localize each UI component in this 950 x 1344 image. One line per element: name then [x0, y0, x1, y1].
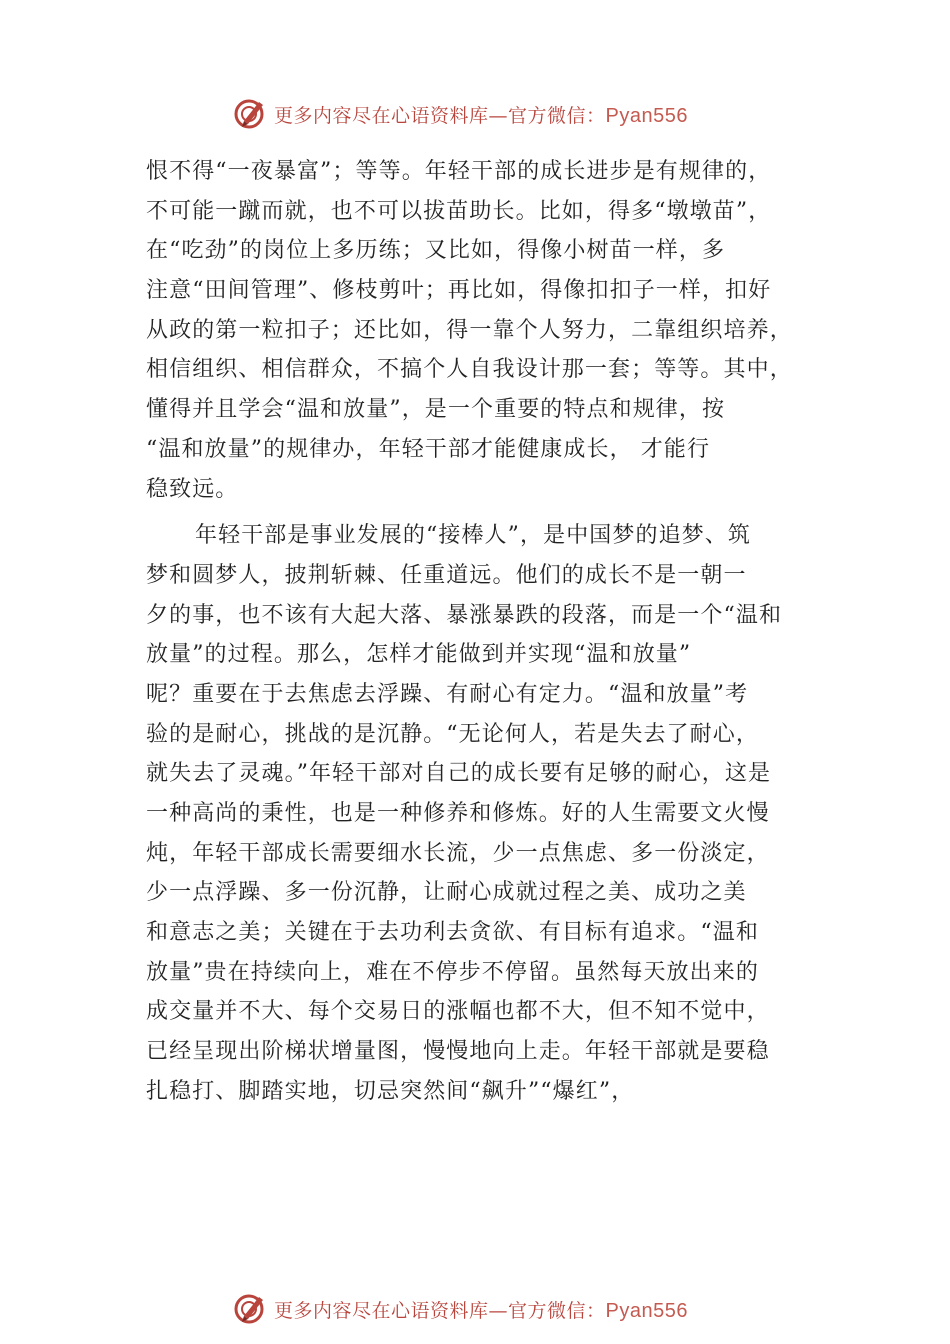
text-line: 注意“田间管理”、修枝剪叶；再比如，得像扣扣子一样，扣好	[146, 278, 772, 304]
text-line: “温和放量”的规律办，年轻干部才能健康成长， 才能行	[146, 436, 711, 462]
text-line: 少一点浮躁、多一份沉静，让耐心成就过程之美、成功之美	[146, 880, 747, 906]
pen-logo-icon	[232, 1291, 268, 1327]
header-banner	[232, 94, 732, 134]
banner-dash: —	[488, 1299, 509, 1322]
text-line: 夕的事，也不该有大起大落、暴涨暴跌的段落，而是一个“温和	[146, 602, 783, 628]
banner-main-text: 更多内容尽在心语资料库	[274, 104, 489, 127]
text-line: 从政的第一粒扣子；还比如，得一靠个人努力，二靠组织培养，	[146, 317, 793, 343]
text-line: 懂得并且学会“温和放量”，是一个重要的特点和规律，按	[146, 397, 726, 423]
banner-wechat-id: Pyan556	[605, 1299, 688, 1322]
text-line: 放量”贵在持续向上，难在不停步不停留。虽然每天放出来的	[146, 959, 759, 985]
text-line: 呢？重要在于去焦虑去浮躁、有耐心有定力。“温和放量”考	[146, 681, 749, 707]
banner-text	[274, 101, 688, 128]
text-line: 恨不得“一夜暴富”；等等。年轻干部的成长进步是有规律的，	[146, 159, 772, 184]
paragraph-2	[146, 516, 836, 1111]
text-line: 不可能一蹴而就，也不可以拔苗助长。比如，得多“墩墩苗”，	[146, 198, 772, 224]
text-line: 成交量并不大、每个交易日的涨幅也都不大，但不知不觉中，	[146, 999, 770, 1025]
paragraph-gap	[146, 509, 836, 516]
text-line: 已经呈现出阶梯状增量图，慢慢地向上走。年轻干部就是要稳	[146, 1039, 770, 1065]
text-line: 相信组织、相信群众，不搞个人自我设计那一套；等等。其中，	[146, 357, 793, 383]
text-line: 年轻干部是事业发展的“接棒人”，是中国梦的追梦、筑	[195, 523, 751, 549]
text-line: 放量”的过程。那么，怎样才能做到并实现“温和放量”	[146, 642, 692, 668]
text-line: 炖，年轻干部成长需要细水长流，少一点焦虑、多一份淡定，	[146, 840, 770, 866]
banner-main-text: 更多内容尽在心语资料库	[274, 1299, 489, 1322]
footer-banner	[232, 1289, 732, 1329]
paragraph-1	[146, 152, 836, 509]
text-line: 扎稳打、脚踏实地，切忌突然间“飙升”“爆红”，	[146, 1078, 635, 1104]
pen-logo-icon	[232, 96, 268, 132]
banner-wechat-label: 官方微信：	[508, 1299, 606, 1322]
banner-dash: —	[488, 104, 509, 127]
banner-wechat-id: Pyan556	[605, 104, 688, 127]
text-line: 在“吃劲”的岗位上多历练；又比如，得像小树苗一样，多	[146, 238, 726, 264]
text-line: 和意志之美；关键在于去功利去贪欲、有目标有追求。“温和	[146, 920, 759, 946]
text-line: 就失去了灵魂。”年轻干部对自己的成长要有足够的耐心，这是	[146, 761, 772, 787]
banner-wechat-label: 官方微信：	[508, 104, 606, 127]
text-line: 稳致远。	[146, 476, 239, 502]
text-line: 验的是耐心，挑战的是沉静。“无论何人，若是失去了耐心，	[146, 721, 759, 747]
text-line: 梦和圆梦人，披荆斩棘、任重道远。他们的成长不是一朝一	[146, 562, 747, 588]
banner-text	[274, 1296, 688, 1323]
text-line: 一种高尚的秉性，也是一种修养和修炼。好的人生需要文火慢	[146, 801, 770, 826]
document-body	[146, 152, 836, 1112]
